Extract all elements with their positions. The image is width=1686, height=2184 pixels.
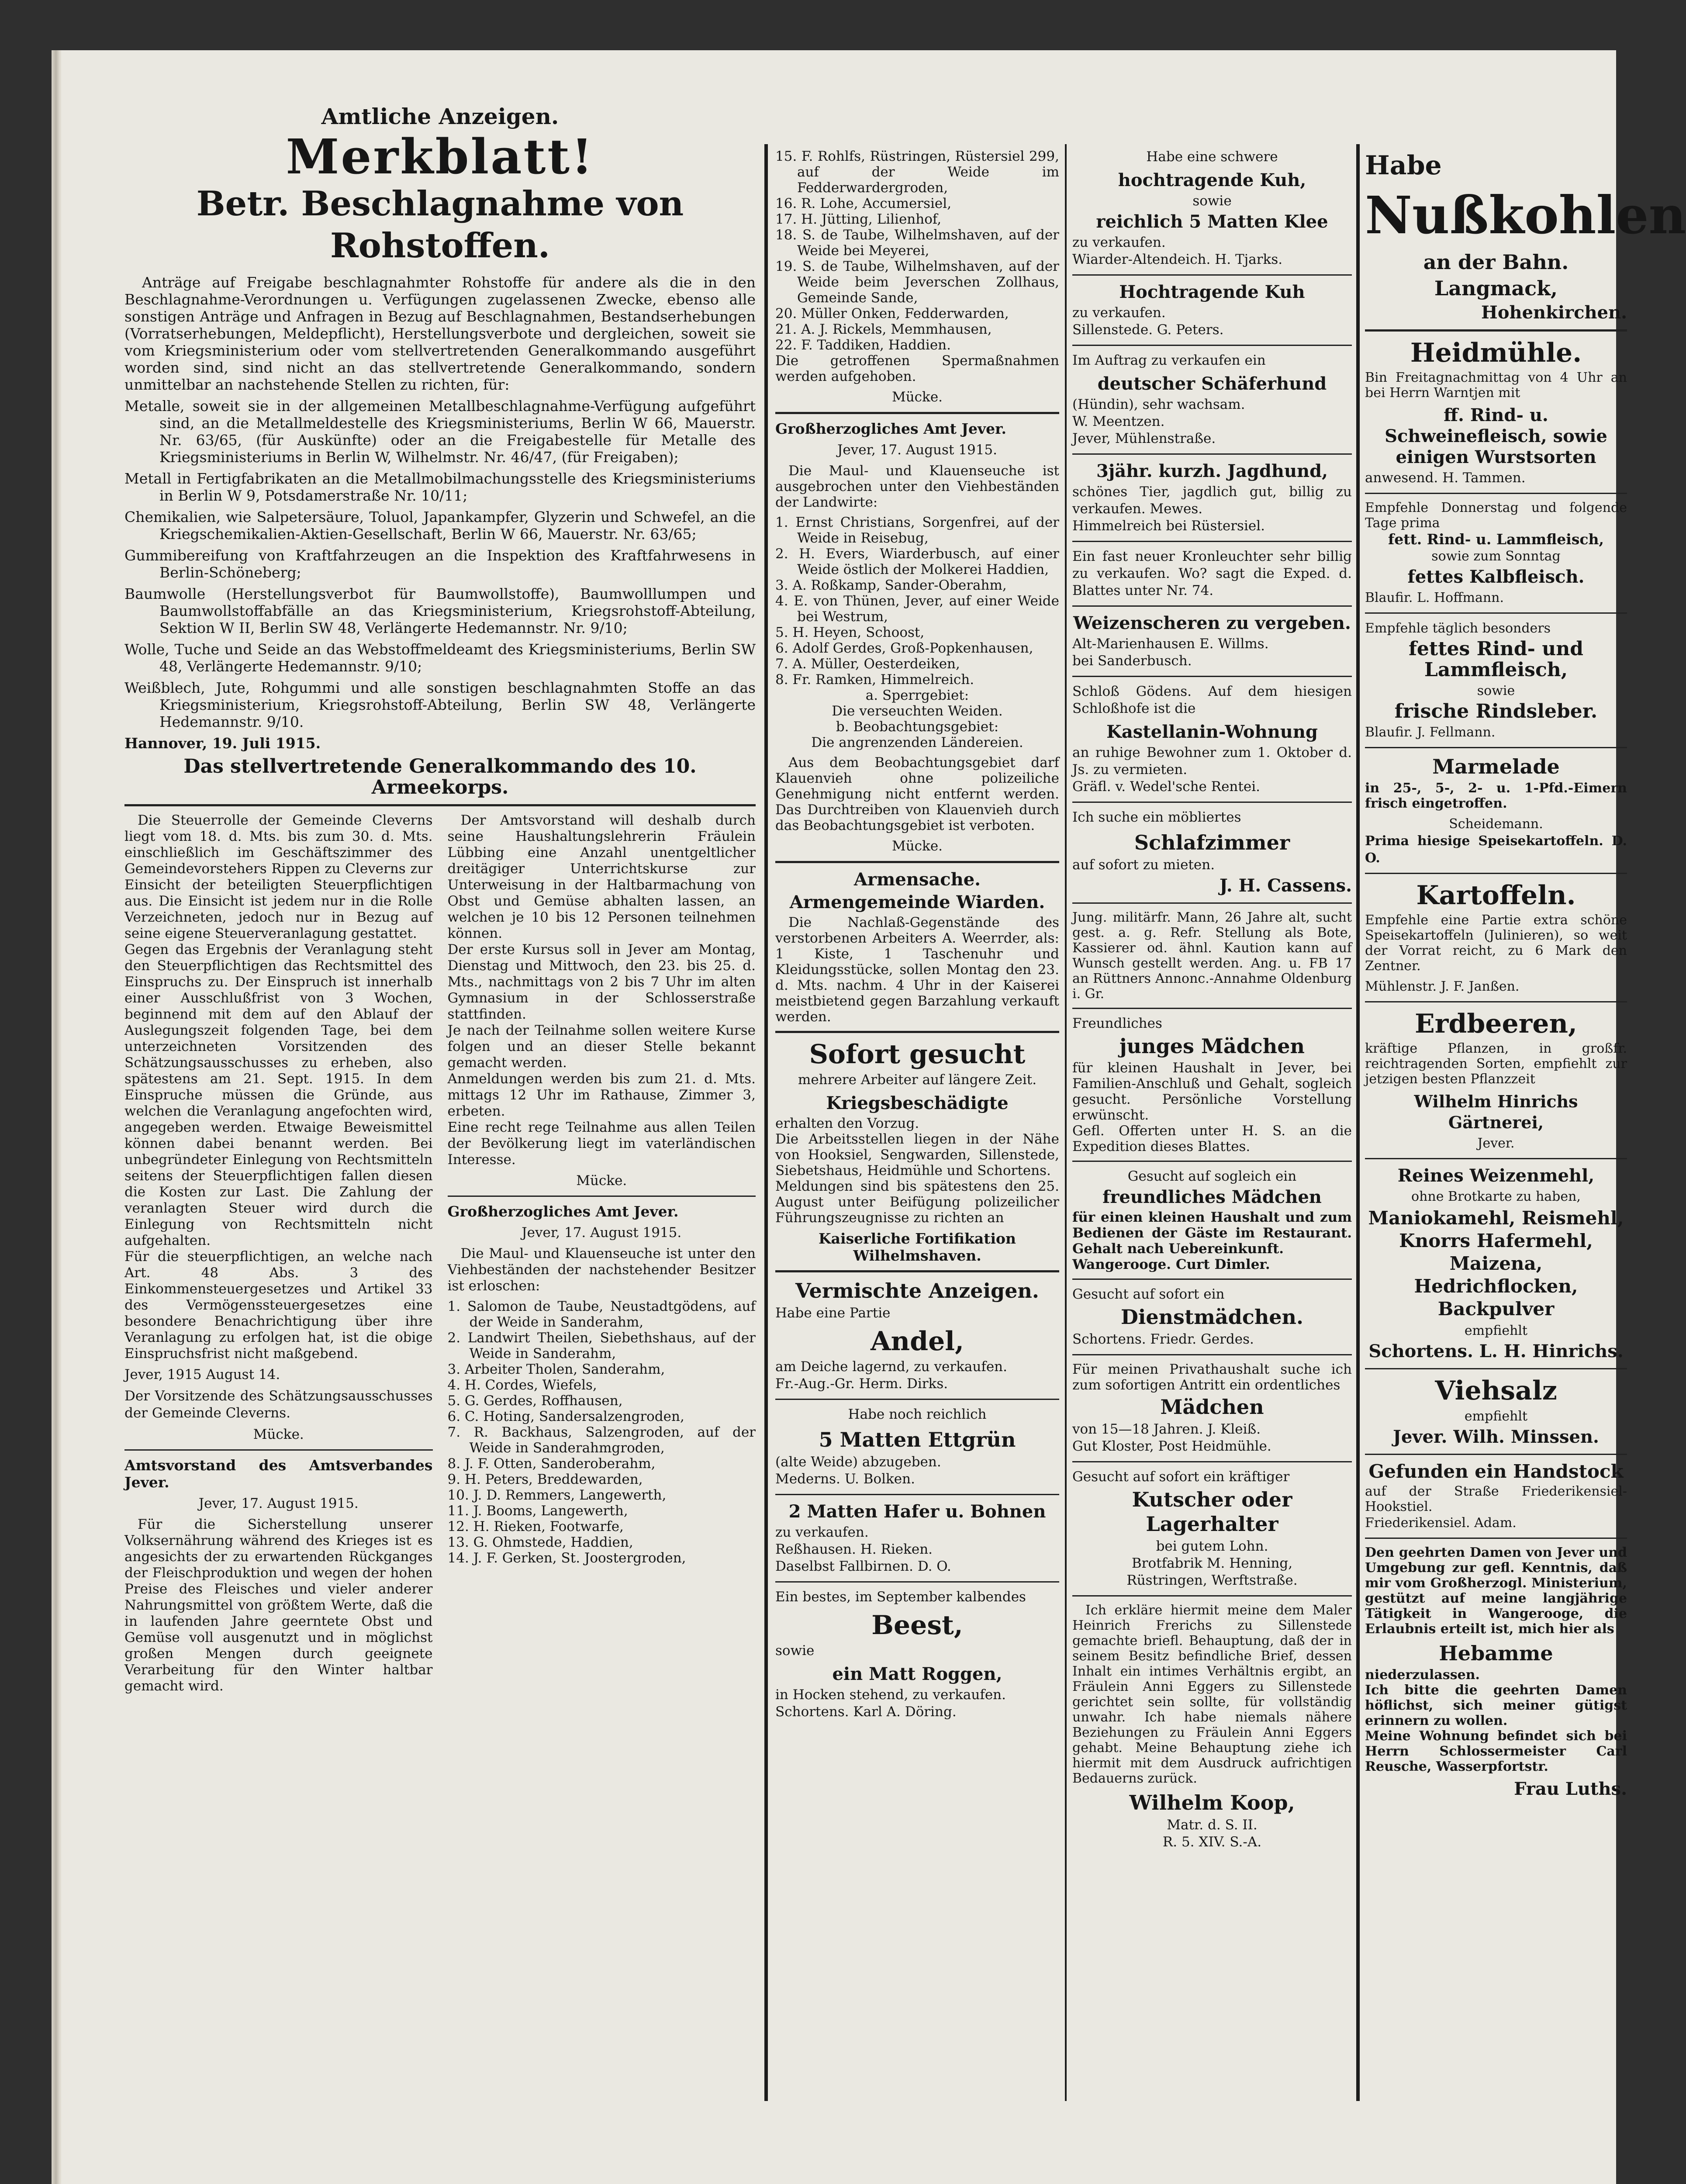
weiz-word: Weizenscheren zu vergeben. [1073, 613, 1351, 633]
list-item: Metalle, soweit sie in der allgemeinen Metallbeschlagnahme-Verfügung aufgeführt sind, an die Metallmeldestelle des Kriegsministeriums, Berlin W 66, Mauerstr. Nr. 63/65, (für Auskünfte) oder an die Freigabestelle für Metalle des Kriegsministeriums in Berlin W, Wilhelmstr. Nr. 46/47, (für Freigaben); [124, 397, 756, 466]
amt-head: Großherzogliches Amt Jever. [775, 420, 1006, 437]
list-item: 14. J. F. Gerken, St. Joostergroden, [447, 1550, 686, 1566]
jung-text: Jung. militärfr. Mann, 26 Jahre alt, sucht gest. a. g. Refr. Stellung als Bote, Kassierer od. ähnl. Kaution kann auf Wunsch gestellt werden. Ang. u. FB 17 an Rüttners Annonc.-Annahme Oldenburg i. Gr. [1072, 910, 1352, 1002]
divider [1365, 493, 1627, 494]
kart-sig: Mühlenstr. J. F. Janßen. [1365, 979, 1520, 994]
divider [1072, 676, 1352, 677]
nuss-place: Hohenkirchen. [1481, 302, 1627, 323]
headline-sub: Betr. Beschlagnahme von Rohstoffen. [196, 184, 684, 266]
marm-text: in 25-, 5-, 2- u. 1-Pfd.-Eimern frisch eingetroffen. [1365, 781, 1627, 811]
mad2-text: von 15—18 Jahren. J. Kleiß. Gut Kloster, Post Heidmühle. [1072, 1421, 1271, 1454]
list-item: Wolle, Tuche und Seide an das Webstoffmeldeamt des Kriegsministeriums, Berlin SW 48, Verlängerte Hedemannstr. 9/10; [124, 641, 756, 675]
divider [1072, 902, 1352, 904]
dienst-pre: Gesucht auf sofort ein [1072, 1286, 1225, 1302]
column-rule [1065, 144, 1067, 2101]
list-item: 17. H. Jütting, Lilienhof, [775, 211, 942, 227]
divider [1072, 1008, 1352, 1009]
list-item: Weißblech, Jute, Rohgummi und alle sonstigen beschlagnahmten Stoffe an das Kriegsministerium, Kriegsrohstoff-Abteilung, Berlin SW 48, Verlängerte Hedemannstr. 9/10. [124, 679, 756, 730]
schlaf-text: auf sofort zu mieten. [1072, 857, 1215, 873]
sofort-head: Sofort gesucht [809, 1039, 1026, 1070]
list-item: 13. G. Ohmstede, Haddien, [447, 1534, 633, 1550]
fett-bold: fett. Rind- u. Lammfleisch, [1388, 531, 1604, 548]
vieh-emp: empfiehlt [1464, 1409, 1528, 1424]
schloss-text: Schloß Gödens. Auf dem hiesigen Schloßhofe ist die [1072, 684, 1352, 716]
list-item: 16. R. Lohe, Accumersiel, [775, 196, 952, 211]
list-item: 12. H. Rieken, Footwarfe, [447, 1519, 624, 1534]
mehl-word: Reines Weizenmehl, [1397, 1165, 1595, 1186]
column-3 [1072, 149, 1352, 2184]
list-item: 5. H. Heyen, Schoost, [775, 625, 925, 640]
maul-text: Die Maul- und Klauenseuche ist unter den Viehbeständen der nachstehender Besitzer ist erloschen: [447, 1246, 756, 1294]
damen-sig: Frau Luths. [1514, 1779, 1627, 1799]
lamm-pre: Empfehle täglich besonders [1365, 621, 1551, 636]
mehl-sig: Schortens. L. H. Hinrichs. [1368, 1341, 1624, 1362]
jagd-text: schönes Tier, jagdlich gut, billig zu verkaufen. Mewes. Himmelreich bei Rüstersiel. [1072, 484, 1352, 534]
maul-head: Großherzogliches Amt Jever. [447, 1203, 679, 1220]
column-4 [1365, 149, 1686, 2184]
amtsvorstand-head: Amtsvorstand des Amtsverbandes Jever. [124, 1457, 433, 1491]
beest-word: Beest, [871, 1610, 963, 1641]
nuss-text: an der Bahn. [1423, 250, 1569, 274]
schaef-text: (Hündin), sehr wachsam. W. Meentzen. Jever, Mühlenstraße. [1072, 397, 1245, 446]
heid-word: Heidmühle. [1410, 338, 1582, 368]
divider [1072, 1595, 1352, 1597]
dienst-word: Dienstmädchen. [1120, 1305, 1304, 1329]
mehl-text: ohne Brotkarte zu haben, [1411, 1189, 1581, 1204]
amt-sperr: a. Sperrgebiet: Die verseuchten Weiden. b. Beobachtungsgebiet: Die angrenzenden Ländereien. [811, 688, 1023, 750]
hand-text: auf der Straße Friederikensiel-Hookstiel. [1365, 1484, 1627, 1514]
divider [1072, 541, 1352, 542]
mad-word: junges Mädchen [1119, 1034, 1305, 1058]
freund-pre: Gesucht auf sogleich ein [1127, 1168, 1297, 1184]
dienst-text: Schortens. Friedr. Gerdes. [1072, 1331, 1254, 1347]
kuh-pre: Habe eine schwere [1146, 149, 1278, 165]
hand-word: Gefunden ein Handstock [1368, 1461, 1624, 1482]
maul-date: Jever, 17. August 1915. [522, 1225, 682, 1241]
divider [1365, 1368, 1627, 1369]
divider [1365, 329, 1627, 332]
amtsvorstand-text: Für die Sicherstellung unserer Volksernährung während des Krieges ist es angesichts der zu erwartenden Rückganges der Fleischproduktion und wegen der hohen Preise des Fleisches und vieler anderer Nahrungsmittel von größtem Werte, daß die in laufenden Jahre geerntete Obst und Gemüse voll ausgenutzt und in möglichst großen Mengen durch geeignete Verarbeitung für den Winter haltbar gemacht wird. [124, 1517, 433, 1694]
kron-text: Ein fast neuer Kronleuchter sehr billig zu verkaufen. Wo? sagt die Exped. d. Blattes unter Nr. 74. [1072, 549, 1352, 598]
list-item: 8. Fr. Ramken, Himmelreich. [775, 672, 974, 688]
fett-kalb: fettes Kalbfleisch. [1407, 567, 1585, 587]
list-item: 6. C. Hoting, Sandersalzengroden, [447, 1409, 684, 1424]
list-item: 1. Salomon de Taube, Neustadtgödens, auf der Weide in Sanderahm, [447, 1299, 756, 1330]
freund-text: für einen kleinen Haushalt und zum Bedienen der Gäste im Restaurant. Gehalt nach Uebereinkunft. Wangerooge. Curt Dimler. [1072, 1209, 1352, 1272]
subcolumn-right [448, 812, 756, 1699]
mehl-emp: empfiehlt [1464, 1323, 1528, 1338]
divider [1072, 605, 1352, 607]
steuer-text: Die Steuerrolle der Gemeinde Cleverns liegt vom 18. d. Mts. bis zum 30. d. Mts. einschließlich im Geschäftszimmer des Gemeindevorstehers Rippen zu Cleverns zur Einsicht der beteiligten Steuerpflichtigen aus. Die Einsicht ist jedem nur in die Rolle Verzeichneten, jedoch nur in Bezug auf seine eigene Steuerveranlagung gestattet. Gegen das Ergebnis der Veranlagung steht den Steuerpflichtigen das Rechtsmittel des Einspruchs zu. Der Einspruch ist innerhalb einer Ausschlußfrist von 3 Wochen, beginnend mit dem auf den Ablauf der Auslegungszeit folgenden Tage, bei dem unterzeichneten Vorsitzenden des Schätzungsausschusses zu erheben, also spätestens am 21. Sept. 1915. In dem Einspruche müssen die Gründe, aus welchen die Veranlagung angefochten wird, angegeben werden. Etwaige Beweismittel können dabei benannt werden. Bei unbegründeter Einlegung von Rechtsmitteln seitens der Steuerpflichtigen fallen diesen die Kosten zur Last. Die Zahlung der veranlagten Steuer wird durch die Einlegung von Rechtsmitteln nicht aufgehalten. Für die steuerpflichtigen, an welche nach Art. 48 Abs. 3 des Einkommensteuergesetzes und Artikel 33 des Vermögenssteuergesetzes eine besondere Benachrichtigung über ihre Veranlagung zu erfolgen hat, ist die obige Einspruchsfrist nicht maßgebend. [124, 812, 433, 1362]
amt-text2: Aus dem Beobachtungsgebiet darf Klauenvieh ohne polizeiliche Genehmigung nicht entfernt werden. Das Durchtreiben von Klauenvieh durch das Beobachtungsgebiet ist verboten. [775, 755, 1059, 833]
kast-word: Kastellanin-Wohnung [1106, 722, 1318, 742]
fett-text: Empfehle Donnerstag und folgende Tage prima [1365, 500, 1627, 531]
steuer-date: Jever, 1915 August 14. [124, 1367, 280, 1382]
damen-text: Den geehrten Damen von Jever und Umgebung zur gefl. Kenntnis, daß mir vom Großherzogl. Ministerium, gestützt auf meine langjährige Tätigkeit in Wangerooge, die Erlaubnis erteilt ist, mich hier als [1365, 1545, 1627, 1637]
nuss-word: Nußkohlen [1365, 185, 1686, 245]
amt-name: Mücke. [891, 838, 943, 854]
erkl-sub: Matr. d. S. II. R. 5. XIV. S.-A. [1162, 1817, 1262, 1850]
list-item: 10. J. D. Remmers, Langewerth, [447, 1487, 667, 1503]
list-end: Die getroffenen Spermaßnahmen werden aufgehoben. [775, 353, 1059, 384]
kuh2-text: zu verkaufen. Sillenstede. G. Peters. [1072, 305, 1224, 338]
fett-sig: Blaufir. L. Hoffmann. [1365, 590, 1504, 605]
andel-word: Andel, [871, 1326, 964, 1357]
armen-sub: Armengemeinde Wiarden. [789, 892, 1045, 912]
column-rule [764, 144, 768, 2101]
kuh-mid: sowie [1192, 193, 1232, 209]
amtsvorstand-name: Mücke. [576, 1173, 627, 1189]
schaef-word: deutscher Schäferhund [1097, 373, 1327, 394]
erdb-word: Erdbeeren, [1415, 1009, 1577, 1039]
hafer-word: 2 Matten Hafer u. Bohnen [788, 1501, 1046, 1522]
kutsch-pre: Gesucht auf sofort ein kräftiger [1072, 1469, 1290, 1485]
list-item: 2. Landwirt Theilen, Siebethshaus, auf der Weide in Sanderahm, [447, 1330, 756, 1362]
list-item: 3. A. Roßkamp, Sander-Oberahm, [775, 577, 1007, 593]
schaef-pre: Im Auftrag zu verkaufen ein [1072, 352, 1266, 368]
list-item: 15. F. Rohlfs, Rüstringen, Rüstersiel 299, auf der Weide im Fedderwardergroden, [775, 149, 1059, 196]
maul-list-continued [775, 149, 1059, 353]
divider [448, 1196, 756, 1197]
list-item: 7. A. Müller, Oesterdeiken, [775, 656, 960, 672]
maul-list [448, 1299, 756, 1566]
kart-text: Empfehle eine Partie extra schöne Speisekartoffeln (Julinieren), so weit der Vorrat reicht, zu 6 Mark den Zentner. [1365, 912, 1627, 974]
erkl-sig: Wilhelm Koop, [1129, 1791, 1295, 1814]
divider [1365, 1158, 1627, 1159]
list-item: 2. H. Evers, Wiarderbusch, auf einer Weide östlich der Molkerei Haddien, [775, 546, 1059, 577]
sofort-kriegs: Kriegsbeschädigte [826, 1093, 1009, 1113]
list-item: 19. S. de Taube, Wilhelmshaven, auf der Weide beim Jeverschen Zollhaus, Gemeinde Sande, [775, 259, 1059, 306]
divider [775, 1494, 1059, 1495]
lamm-sig: Blaufir. J. Fellmann. [1365, 725, 1496, 740]
mad2-word: Mädchen [1160, 1395, 1264, 1419]
item-list [124, 397, 756, 730]
amt-list [775, 515, 1059, 688]
sofort-text: erhalten den Vorzug. Die Arbeitsstellen liegen in der Nähe von Hooksiel, Sengwarden, Sillenstede, Siebetshaus, Heidmühle und Schortens. Meldungen sind bis spätestens den 25. August unter Beifügung polizeilicher Führungszeugnisse zu richten an [775, 1116, 1059, 1226]
mad-pre: Freundliches [1072, 1016, 1162, 1031]
beest-mid: sowie [775, 1643, 815, 1659]
divider [1365, 873, 1627, 874]
divider [775, 1399, 1059, 1400]
divider [775, 412, 1059, 414]
beest-pre: Ein bestes, im September kalbendes [775, 1589, 1026, 1605]
list-item: 1. Ernst Christians, Sorgenfrei, auf der Weide in Reisebug, [775, 515, 1059, 546]
marm-text2: Prima hiesige Speisekartoffeln. D. O. [1365, 833, 1627, 866]
divider [1365, 1001, 1627, 1002]
mad-text: für kleinen Haushalt in Jever, bei Familien-Anschluß und Gehalt, sogleich gesucht. Persönliche Vorstellung erwünscht. Gefl. Offerten unter H. S. an die Expedition dieses Blattes. [1072, 1060, 1352, 1154]
divider [1072, 802, 1352, 803]
list-item: Baumwolle (Herstellungsverbot für Baumwollstoffe), Baumwolllumpen und Baumwollstoffabfälle an das Kriegsministerium, Kriegsrohstoff-Abteilung, Sektion W II, Berlin SW 48, Verlängerte Hedemannstr. Nr. 9/10; [124, 585, 756, 636]
divider [124, 1449, 433, 1451]
kuh-text: zu verkaufen. Wiarder-Altendeich. H. Tjarks. [1072, 235, 1283, 267]
jagd-word: 3jähr. kurzh. Jagdhund, [1096, 461, 1328, 481]
divider [1072, 1161, 1352, 1162]
ettgruen-word: 5 Matten Ettgrün [819, 1428, 1016, 1451]
andel-pre: Habe eine Partie [775, 1305, 891, 1321]
kast-text: an ruhige Bewohner zum 1. Oktober d. Js. zu vermieten. Gräfl. v. Wedel'sche Rentei. [1072, 745, 1352, 795]
list-item: Metall in Fertigfabrikaten an die Metallmobilmachungsstelle des Kriegsministeriums in Berlin W 9, Potsdamerstraße Nr. 10/11; [124, 470, 756, 504]
divider [775, 861, 1059, 863]
divider [1365, 1538, 1627, 1539]
signature: Das stellvertretende Generalkommando des 10. Armeekorps. [183, 755, 697, 798]
list-item: 21. A. J. Rickels, Memmhausen, [775, 321, 992, 337]
schlaf-sig: J. H. Cassens. [1219, 875, 1352, 896]
divider [1072, 274, 1352, 276]
ettgruen-pre: Habe noch reichlich [848, 1406, 987, 1422]
divider [775, 1581, 1059, 1583]
two-column-block [124, 812, 756, 1699]
column-2 [775, 149, 1059, 2184]
divider [1365, 747, 1627, 748]
amt-text: Die Maul- und Klauenseuche ist ausgebrochen unter den Viehbeständen der Landwirte: [775, 463, 1059, 510]
armen-head: Armensache. [853, 869, 981, 890]
armen-text: Die Nachlaß-Gegenstände des verstorbenen Arbeiters A. Weerrder, als: 1 Kiste, 1 Taschenuhr und Kleidungsstücke, sollen Montag den 23. d. Mts. nachm. 4 Uhr in der Kaiserei meistbietend gegen Barzahlung verkauft werden. [775, 915, 1059, 1025]
lamm-word: fettes Rind- und Lammfleisch, [1408, 638, 1584, 681]
list-item: 3. Arbeiter Tholen, Sanderahm, [447, 1362, 665, 1377]
damen-word: Hebamme [1439, 1641, 1553, 1665]
headline-merkblatt: Merkblatt! [286, 128, 594, 185]
intro-text: Anträge auf Freigabe beschlagnahmter Rohstoffe für andere als die in den Beschlagnahme-Verordnungen u. Verfügungen zugelassenen Zwecke, ebenso alle sonstigen Anträge und Anfragen in Bezug auf Beschlagnahmen, Bestandserhebungen (Vorratserhebungen, Meldepflicht), Herstellungsverbote und dergleichen, soweit sie vom Kriegsministerium oder vom stellvertretenden Generalkommando ausgeführt worden sind, sind nicht an das stellvertretende Generalkommando, sondern unmittelbar an nachstehende Stellen zu richten, für: [124, 274, 756, 393]
list-item: 4. E. von Thünen, Jever, auf einer Weide bei Westrum, [775, 593, 1059, 625]
date-line: Hannover, 19. Juli 1915. [124, 735, 321, 752]
section-title: Amtliche Anzeigen. [321, 104, 559, 129]
list-item: 8. J. F. Otten, Sanderoberahm, [447, 1456, 656, 1472]
kuh-word: hochtragende Kuh, [1118, 170, 1306, 190]
erkl-text: Ich erkläre hiermit meine dem Maler Heinrich Frerichs zu Sillenstede gemachte briefl. Behauptung, daß der in seinem Besitz befindliche Brief, dessen Inhalt ein intimes Verhältnis ergibt, an Fräulein Anni Eggers zu Sillenstede gerichtet sein sollte, für vollständig unwahr. Ich habe niemals nähere Beziehungen zu Fräulein Anni Eggers gehabt. Meine Behauptung ziehe ich hiermit mit dem Ausdruck aufrichtigen Bedauerns zurück. [1072, 1603, 1352, 1786]
divider [1072, 345, 1352, 346]
marm-word: Marmelade [1432, 755, 1560, 778]
column-1 [124, 103, 756, 1699]
steuer-name: Mücke. [253, 1427, 304, 1442]
list-item: 7. R. Backhaus, Salzengroden, auf der Weide in Sanderahmgroden, [447, 1424, 756, 1456]
divider [1072, 1354, 1352, 1355]
mad2-pre: Für meinen Privathaushalt suche ich zum sofortigen Antritt ein ordentliches [1072, 1362, 1352, 1393]
list-item: 22. F. Taddiken, Haddien. [775, 337, 951, 353]
erdb-text: kräftige Pflanzen, in großfr. reichtragenden Sorten, empfiehlt zur jetzigen besten Pflanzzeit [1365, 1041, 1627, 1087]
list-item: 18. S. de Taube, Wilhelmshaven, auf der Weide bei Meyerei, [775, 227, 1059, 259]
list-item: 11. J. Booms, Langewerth, [447, 1503, 628, 1519]
steuer-signature: Der Vorsitzende des Schätzungsausschusses der Gemeinde Cleverns. [124, 1388, 433, 1421]
erdb-sig: Wilhelm Hinrichs Gärtnerei, [1414, 1092, 1578, 1132]
schlaf-pre: Ich suche ein möbliertes [1072, 809, 1241, 825]
column-rule [1356, 144, 1360, 2101]
divider [1072, 1279, 1352, 1280]
kutsch-text: bei gutem Lohn. Brotfabrik M. Henning, Rüstringen, Werftstraße. [1126, 1538, 1298, 1588]
divider [775, 1270, 1059, 1272]
schlaf-word: Schlafzimmer [1134, 831, 1290, 854]
divider [1365, 612, 1627, 614]
kuh-klee: reichlich 5 Matten Klee [1096, 211, 1328, 232]
divider [1072, 1461, 1352, 1462]
heid-sig: anwesend. H. Tammen. [1365, 470, 1526, 486]
kart-word: Kartoffeln. [1416, 880, 1576, 911]
amtsvorstand-date: Jever, 17. August 1915. [198, 1496, 359, 1511]
divider [1365, 1454, 1627, 1455]
ettgruen-text: (alte Weide) abzugeben. Mederns. U. Bolken. [775, 1454, 941, 1487]
damen-text2: niederzulassen. Ich bitte die geehrten Damen höflichst, sich meiner gütigst erinnern zu wollen. Meine Wohnung befindet sich bei Herrn Schlossermeister Carl Reusche, Wasserpfortstr. [1365, 1667, 1627, 1774]
list-item: 9. H. Peters, Breddewarden, [447, 1472, 643, 1487]
list-item: 4. H. Cordes, Wiefels, [447, 1377, 597, 1393]
list-item: 5. G. Gerdes, Roffhausen, [447, 1393, 623, 1409]
vieh-sig: Jever. Wilh. Minssen. [1393, 1427, 1599, 1447]
erdb-place: Jever. [1477, 1136, 1515, 1151]
lamm-mid: sowie [1477, 683, 1515, 698]
list-item: 20. Müller Onken, Fedderwarden, [775, 306, 1009, 321]
subcolumn-left [124, 812, 433, 1699]
verm-head: Vermischte Anzeigen. [795, 1279, 1039, 1303]
heid-bold: ff. Rind- u. Schweinefleisch, sowie einigen Wurstsorten [1385, 405, 1607, 467]
hand-sig: Friederikensiel. Adam. [1365, 1515, 1517, 1531]
list-name: Mücke. [891, 389, 943, 405]
list-item: Chemikalien, wie Salpetersäure, Toluol, Japankampfer, Glyzerin und Schwefel, an die Kriegschemikalien-Aktien-Gesellschaft, Berlin W 66, Mauerstr. Nr. 63/65; [124, 508, 756, 543]
divider [1072, 453, 1352, 455]
nuss-sig: Langmack, [1434, 276, 1558, 300]
divider [124, 804, 756, 806]
roggen-text: in Hocken stehend, zu verkaufen. Schortens. Karl A. Döring. [775, 1687, 1006, 1720]
mehl-list: Maniokamehl, Reismehl, Knorrs Hafermehl, Maizena, Hedrichflocken, Backpulver [1368, 1207, 1624, 1320]
fett-mid: sowie zum Sonntag [1431, 549, 1561, 564]
lamm-leber: frische Rindsleber. [1394, 700, 1598, 722]
heid-text: Bin Freitagnachmittag von 4 Uhr an bei Herrn Warntjen mit [1365, 370, 1627, 401]
divider [775, 1031, 1059, 1033]
kuh2-word: Hochtragende Kuh [1119, 282, 1305, 302]
marm-sig: Scheidemann. [1449, 816, 1543, 832]
amtsvorstand-right: Der Amtsvorstand will deshalb durch seine Haushaltungslehrerin Fräulein Lübbing eine Anzahl unentgeltlicher dreitägiger Unterrichtskurse zur Unterweisung in der Haltbarmachung von Obst und Gemüse abhalten lassen, an welchen je 10 bis 12 Personen teilnehmen können. Der erste Kursus soll in Jever am Montag, Dienstag und Mittwoch, den 23. bis 25. d. Mts., nachmittags von 2 bis 7 Uhr im alten Gymnasium in der Schlosserstraße stattfinden. Je nach der Teilnahme sollen weitere Kurse folgen und an dieser Stelle bekannt gemacht werden. Anmeldungen werden bis zum 21. d. Mts. mittags 12 Uhr im Rathause, Zimmer 3, erbeten. Eine recht rege Teilnahme aus allen Teilen der Bevölkerung liegt im vaterländischen Interesse. [447, 812, 756, 1168]
vieh-word: Viehsalz [1435, 1375, 1557, 1406]
list-item: Gummibereifung von Kraftfahrzeugen an die Inspektion des Kraftfahrwesens in Berlin-Schöneberg; [124, 547, 756, 581]
roggen-word: ein Matt Roggen, [832, 1664, 1002, 1684]
weiz-text: Alt-Marienhausen E. Willms. bei Sanderbusch. [1072, 636, 1269, 669]
hafer-text: zu verkaufen. Reßhausen. H. Rieken. Daselbst Fallbirnen. D. O. [775, 1524, 951, 1574]
freund-word: freundliches Mädchen [1102, 1187, 1322, 1207]
list-item: 6. Adolf Gerdes, Groß-Popkenhausen, [775, 640, 1033, 656]
kutsch-word: Kutscher oder Lagerhalter [1132, 1488, 1292, 1536]
nuss-pre: Habe [1365, 150, 1442, 181]
andel-text: am Deiche lagernd, zu verkaufen. Fr.-Aug.-Gr. Herm. Dirks. [775, 1359, 1007, 1392]
sofort-sig: Kaiserliche Fortifikation Wilhelmshaven. [818, 1230, 1016, 1264]
amt-date: Jever, 17. August 1915. [837, 442, 998, 458]
sofort-sub: mehrere Arbeiter auf längere Zeit. [798, 1072, 1037, 1088]
